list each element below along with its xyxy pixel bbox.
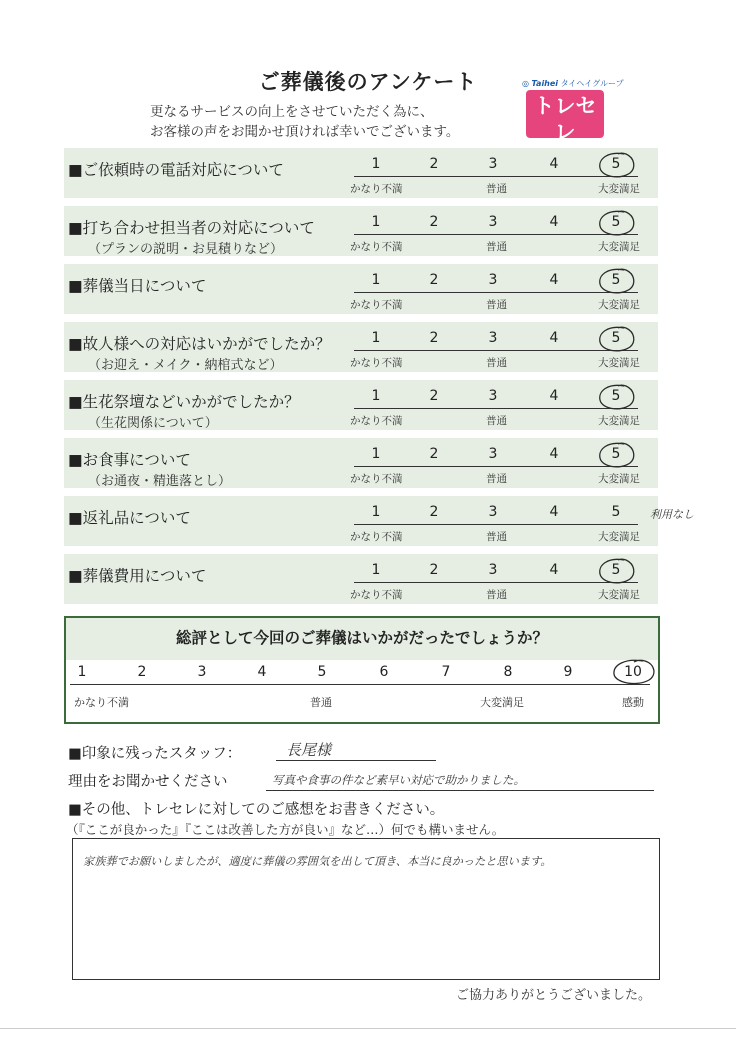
scale-label-mid: 普通 (486, 299, 507, 311)
company-logo-icon: ◎ (522, 79, 529, 88)
scale-number[interactable]: 1 (371, 156, 381, 172)
answer-circle (594, 265, 638, 299)
scale-number[interactable]: 1 (371, 446, 381, 462)
scale-number[interactable]: 4 (549, 214, 559, 230)
scale-label-low: かなり不満 (350, 473, 403, 485)
overall-number[interactable]: 2 (137, 664, 147, 680)
question-label: ■返礼品について (68, 509, 191, 527)
scale-number[interactable]: 2 (429, 330, 439, 346)
answer-circle (594, 555, 638, 589)
scale-label-mid: 普通 (486, 241, 507, 253)
scale-number[interactable]: 2 (429, 388, 439, 404)
overall-label-mid: 普通 (310, 696, 332, 709)
scale-label-mid: 普通 (486, 357, 507, 369)
scale-label-high: 大変満足 (598, 531, 640, 543)
scale-label-low: かなり不満 (350, 415, 403, 427)
question-label: ■打ち合わせ担当者の対応について (68, 219, 315, 237)
staff-value[interactable]: 長尾様 (286, 741, 332, 759)
scale-label-low: かなり不満 (350, 531, 403, 543)
scale-label-mid: 普通 (486, 183, 507, 195)
group-name: タイヘイグループ (560, 79, 624, 88)
scale-number[interactable]: 3 (488, 330, 498, 346)
scale-number[interactable]: 2 (429, 446, 439, 462)
overall-number[interactable]: 6 (379, 664, 389, 680)
scale-line (354, 524, 638, 525)
answer-circle (594, 207, 638, 241)
scale-number[interactable]: 4 (549, 504, 559, 520)
scale-number[interactable]: 4 (549, 156, 559, 172)
reason-label: 理由をお聞かせください (68, 774, 228, 790)
question-label: ■生花祭壇などいかがでしたか？ (68, 393, 300, 411)
comments-note: （『ここが良かった』『ここは改善した方が良い』など…）何でも構いません。 (66, 822, 505, 837)
scale-label-low: かなり不満 (350, 589, 403, 601)
scale-number[interactable]: 2 (429, 156, 439, 172)
overall-title: 総評として今回のご葬儀はいかがだったでしょうか？ (175, 629, 548, 647)
scale-number[interactable]: 4 (549, 562, 559, 578)
scale-number[interactable]: 1 (371, 388, 381, 404)
scale-number[interactable]: 3 (488, 446, 498, 462)
scale-number[interactable]: 1 (371, 272, 381, 288)
brand-logo (526, 90, 604, 144)
overall-label-top: 感動 (622, 696, 644, 709)
scale-number[interactable]: 5 (611, 388, 621, 404)
scale-number[interactable]: 2 (429, 214, 439, 230)
brand-name: トレセレ (533, 94, 597, 144)
scale-number[interactable]: 3 (488, 388, 498, 404)
scale-label-high: 大変満足 (598, 589, 640, 601)
company-name: Taihei (531, 79, 559, 88)
scale-label-low: かなり不満 (350, 299, 403, 311)
overall-label-low: かなり不満 (74, 696, 129, 709)
scale-number[interactable]: 3 (488, 562, 498, 578)
answer-circle (594, 323, 638, 357)
question-sublabel: （お迎え・メイク・納棺式など） (88, 358, 283, 373)
question-label: ■ご依頼時の電話対応について (68, 161, 284, 179)
scale-label-low: かなり不満 (350, 183, 403, 195)
question-sublabel: （生花関係について） (88, 416, 218, 431)
page-title: ご葬儀後のアンケート (258, 70, 478, 94)
scale-number[interactable]: 5 (611, 562, 621, 578)
overall-number[interactable]: 7 (441, 664, 451, 680)
scale-number[interactable]: 2 (429, 272, 439, 288)
scale-label-high: 大変満足 (598, 473, 640, 485)
thanks-text: ご協力ありがとうございました。 (456, 988, 652, 1003)
question-sublabel: （プランの説明・お見積りなど） (88, 242, 284, 257)
overall-rating-box (64, 616, 660, 724)
staff-label: ■印象に残ったスタッフ： (68, 746, 242, 762)
page-bottom-line (0, 1028, 736, 1029)
overall-scale-line (70, 684, 650, 685)
scale-number[interactable]: 4 (549, 272, 559, 288)
scale-number[interactable]: 5 (611, 156, 621, 172)
overall-number[interactable]: 10 (624, 664, 642, 680)
answer-circle (594, 149, 638, 183)
scale-label-high: 大変満足 (598, 357, 640, 369)
overall-answer-circle (607, 656, 659, 690)
answer-note: 利用なし (650, 508, 694, 521)
overall-number[interactable]: 1 (77, 664, 87, 680)
intro-line-2: お客様の声をお聞かせ頂ければ幸いでございます。 (150, 124, 460, 140)
question-label: ■お食事について (68, 451, 191, 469)
scale-number[interactable]: 3 (488, 504, 498, 520)
scale-number[interactable]: 5 (611, 330, 621, 346)
scale-number[interactable]: 1 (371, 562, 381, 578)
scale-number[interactable]: 1 (371, 504, 381, 520)
scale-number[interactable]: 4 (549, 388, 559, 404)
scale-label-high: 大変満足 (598, 241, 640, 253)
scale-number[interactable]: 4 (549, 446, 559, 462)
answer-circle (594, 381, 638, 415)
scale-label-low: かなり不満 (350, 241, 403, 253)
scale-number[interactable]: 3 (488, 156, 498, 172)
answer-circle (594, 439, 638, 473)
overall-label-high: 大変満足 (480, 696, 524, 709)
overall-number[interactable]: 4 (257, 664, 267, 680)
scale-number[interactable]: 3 (488, 214, 498, 230)
intro-line-1: 更なるサービスの向上をさせていただく為に、 (150, 104, 434, 120)
reason-underline (266, 790, 654, 791)
scale-number[interactable]: 3 (488, 272, 498, 288)
overall-number[interactable]: 3 (197, 664, 207, 680)
scale-label-mid: 普通 (486, 531, 507, 543)
logo-group-label (522, 78, 624, 89)
scale-label-mid: 普通 (486, 415, 507, 427)
comments-label: ■その他、トレセレに対してのご感想をお書きください。 (68, 802, 445, 818)
scale-number[interactable]: 2 (429, 562, 439, 578)
comments-box[interactable] (72, 838, 660, 980)
staff-underline (276, 760, 436, 761)
scale-label-high: 大変満足 (598, 415, 640, 427)
comments-value: 家族葬でお願いしましたが、適度に葬儀の雰囲気を出して頂き、本当に良かったと思います。 (83, 855, 552, 868)
scale-number[interactable]: 5 (611, 214, 621, 230)
scale-label-high: 大変満足 (598, 183, 640, 195)
scale-number[interactable]: 5 (611, 446, 621, 462)
question-label: ■葬儀費用について (68, 567, 207, 585)
scale-label-mid: 普通 (486, 473, 507, 485)
scale-label-mid: 普通 (486, 589, 507, 601)
scale-label-high: 大変満足 (598, 299, 640, 311)
scale-number[interactable]: 4 (549, 330, 559, 346)
scale-label-low: かなり不満 (350, 357, 403, 369)
scale-number[interactable]: 1 (371, 330, 381, 346)
reason-value[interactable]: 写真や食事の件など素早い対応で助かりました。 (272, 773, 525, 787)
question-label: ■葬儀当日について (68, 277, 207, 295)
scale-number[interactable]: 2 (429, 504, 439, 520)
question-label: ■故人様への対応はいかがでしたか？ (68, 335, 331, 353)
overall-number[interactable]: 9 (563, 664, 573, 680)
overall-number[interactable]: 5 (317, 664, 327, 680)
question-sublabel: （お通夜・精進落とし） (88, 474, 232, 489)
overall-number[interactable]: 8 (503, 664, 513, 680)
scale-number[interactable]: 1 (371, 214, 381, 230)
scale-number[interactable]: 5 (611, 272, 621, 288)
scale-number[interactable]: 5 (611, 504, 621, 520)
